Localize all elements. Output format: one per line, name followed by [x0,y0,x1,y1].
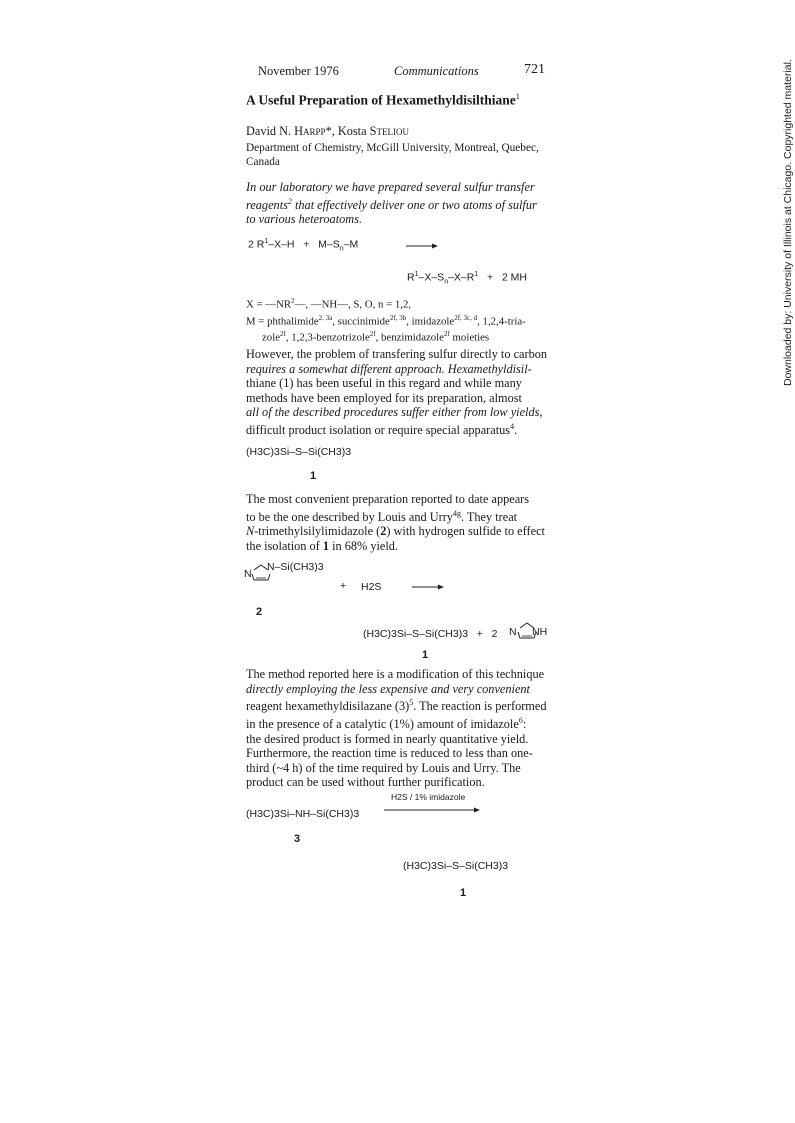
header-date: November 1976 [258,64,339,78]
compound-1-formula: (H3C)3Si–S–Si(CH3)3 [246,446,352,458]
article-title: A Useful Preparation of Hexamethyldisilthiane$^1$ [246,92,520,108]
affiliation: Department of Chemistry, McGill University, Montreal, Quebec, Canada [246,142,539,168]
paragraph-4: The method reported here is a modification of this technique directly employing the less expensive and very convenient reagent hexamethyldisilazane $(3)^5$. The reaction is performed in the presence of a catalytic (1%) amount of imidazole$^6$: the desired product is formed in nearly quantitative yield. Furthermore, the reaction time is reduced to less than one- third (~4 h) of the time required by Louis and Urry. The product can be used without further purification. [246,667,547,790]
scheme2-product: (H3C)3Si–S–Si(CH3)3 + 2 [363,628,498,640]
scheme1-arrow [406,243,438,249]
scheme2-arrow [412,584,444,590]
compound-2-label: 2 [256,606,263,618]
abstract: In our laboratory we have prepared several sulfur transfer reagents$^2$ that effectively deliver one or two atoms of sulfur to various heteroatoms. [246,180,537,227]
scheme3-product-label: 1 [460,887,467,899]
compound-1-label: 1 [310,470,317,482]
scheme1-definitions: $X = —NR^2—$, —NH—, S, O, n = 1,2, M = phthalimide$^{2, 3a}$, succinimide$^{2f, 3b}$, imidazole$^{2f, 3c, d}$, 1,2,4-tria- zole$^{2f}$, 1,2,3-benzotrizole$^{2f}$, benzimidazole$^{2f}$ moieties [246,297,526,344]
scheme3-product: (H3C)3Si–S–Si(CH3)3 [403,860,509,872]
imidazole-product-nh-label: NH [532,626,548,638]
scheme1-reactants: 2 $R^1-X-H + M-S_n-M$ [248,238,359,253]
scheme2-plus: + [340,580,347,592]
paragraph-2: However, the problem of transfering sulfur directly to carbon requires a somewhat different approach. Hexamethyldisil- thiane (1) has been useful in this regard and while many methods have been employed for its preparation, almost all of the described procedures suffer either from low yields, difficult product isolation or require special apparatus$^4$. [246,347,548,438]
imidazole-product-ring-icon [514,620,540,640]
compound-3-label: 3 [294,833,301,845]
scheme3-reactant: (H3C)3Si–NH–Si(CH3)3 [246,808,360,820]
imidazole-ring-icon [248,562,274,582]
paragraph-3: The most convenient preparation reported to date appears to be the one described by Louis and Urry$^{4g}$. They treat N-trimethylsilylimidazole (2) with hydrogen sulfide to effect the isolation of 1 in 68% yield. [246,492,545,553]
scheme2-product-label: 1 [422,649,429,661]
authors: David N. Harpp*, Kosta Steliou [246,124,409,138]
scheme3-conditions: H2S / 1% imidazole [391,792,466,802]
scheme2-reagent: H2S [361,581,382,593]
imidazole-ring-n-label: N [244,568,252,580]
header-page-number: 721 [524,62,545,77]
header-journal: Communications [394,64,479,78]
scheme3-arrow [384,807,480,813]
imidazole-product-n-label: N [509,626,517,638]
download-watermark: Downloaded by: University of Illinois at Chicago. Copyrighted material. [782,59,794,386]
scheme1-products: $R^1-X-S_n-X-R^1 + 2$ MH [407,271,527,286]
imidazole-ring-n2-label: N–Si(CH3)3 [267,561,324,573]
